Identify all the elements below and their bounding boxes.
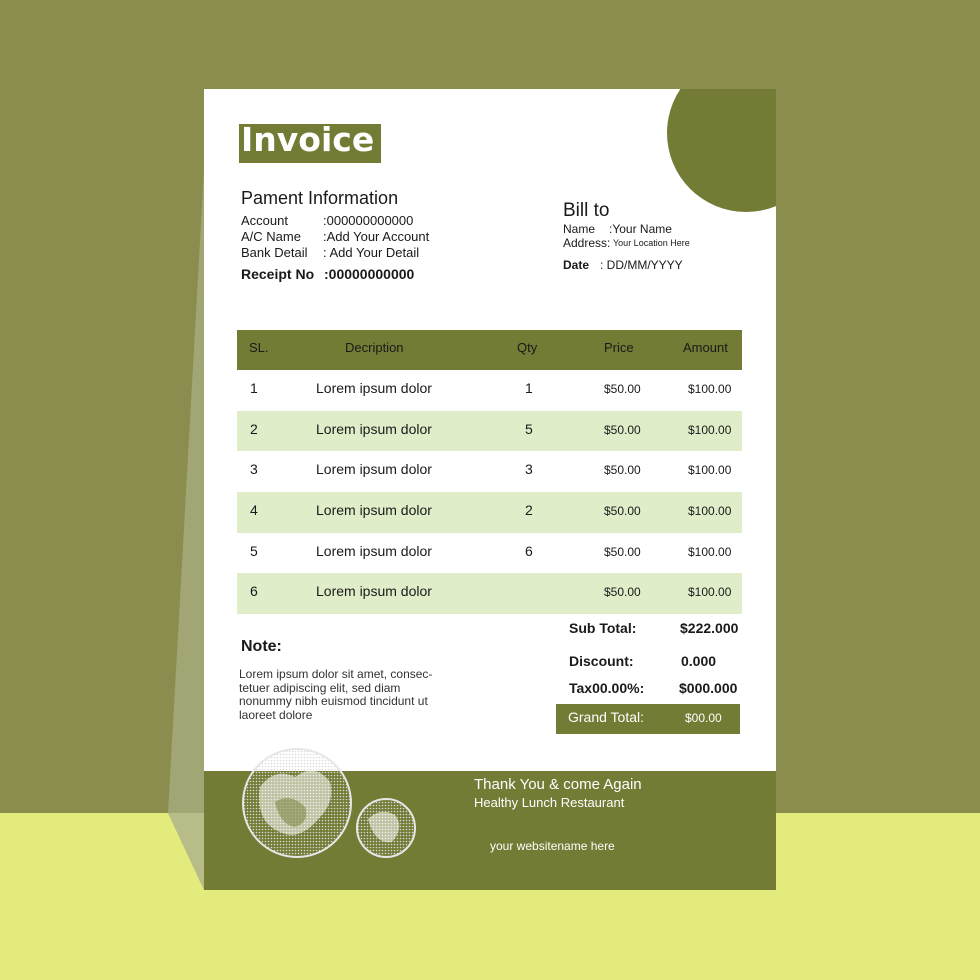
cell-qty: 6 bbox=[525, 542, 533, 559]
cell-qty: 5 bbox=[525, 420, 533, 437]
subtotal-label: Sub Total: bbox=[569, 620, 637, 636]
header-description: Decription bbox=[345, 340, 404, 355]
account-label: Account bbox=[241, 213, 288, 228]
cell-description: Lorem ipsum dolor bbox=[316, 380, 432, 396]
bill-to-heading: Bill to bbox=[563, 200, 610, 221]
header-qty: Qty bbox=[517, 340, 538, 355]
account-value: :000000000000 bbox=[323, 213, 414, 228]
table-row bbox=[237, 573, 742, 614]
table-row bbox=[237, 451, 742, 492]
bill-address-value: Your Location Here bbox=[613, 238, 690, 248]
cell-price: $50.00 bbox=[604, 585, 641, 600]
invoice-paper bbox=[204, 89, 776, 890]
cell-amount: $100.00 bbox=[688, 463, 732, 478]
footer-website: your websitename here bbox=[490, 839, 615, 853]
cell-description: Lorem ipsum dolor bbox=[316, 583, 432, 600]
cell-description: Lorem ipsum dolor bbox=[316, 502, 432, 519]
tax-label: Tax00.00%: bbox=[569, 680, 645, 696]
receipt-label: Receipt No bbox=[241, 266, 315, 282]
bill-address-label: Address: bbox=[563, 236, 611, 250]
cell-sl: 5 bbox=[250, 542, 258, 559]
cell-price: $50.00 bbox=[604, 422, 641, 437]
cell-amount: $100.00 bbox=[688, 382, 732, 396]
invoice-title: Invoice bbox=[241, 120, 375, 159]
note-heading: Note: bbox=[241, 638, 282, 655]
bill-name-value: :Your Name bbox=[609, 222, 672, 236]
cell-amount: $100.00 bbox=[688, 585, 732, 600]
footer-restaurant: Healthy Lunch Restaurant bbox=[474, 795, 625, 810]
items-table bbox=[237, 330, 742, 614]
cell-sl: 2 bbox=[250, 420, 258, 437]
ac-name-value: :Add Your Account bbox=[323, 229, 430, 244]
note-text: Lorem ipsum dolor sit amet, consec-tetuer adipiscing elit, sed diam nonummy nibh euismod tincidunt ut laoreet dolore bbox=[239, 667, 433, 722]
receipt-value: :00000000000 bbox=[324, 266, 415, 282]
table-header bbox=[237, 330, 742, 370]
table-row bbox=[237, 492, 742, 533]
cell-qty: 1 bbox=[525, 380, 533, 396]
tax-value: $000.000 bbox=[679, 680, 738, 696]
cell-qty: 2 bbox=[525, 502, 533, 519]
cell-amount: $100.00 bbox=[688, 504, 732, 519]
cell-price: $50.00 bbox=[604, 504, 641, 519]
cell-price: $50.00 bbox=[604, 382, 641, 396]
cell-price: $50.00 bbox=[604, 463, 641, 478]
corner-circle-decoration bbox=[667, 89, 776, 212]
header-amount: Amount bbox=[683, 340, 728, 355]
cell-sl: 4 bbox=[250, 502, 258, 519]
cell-description: Lorem ipsum dolor bbox=[316, 461, 432, 478]
cell-sl: 6 bbox=[250, 583, 258, 600]
bank-detail-label: Bank Detail bbox=[241, 245, 308, 260]
cell-sl: 3 bbox=[250, 461, 258, 478]
date-label: Date bbox=[563, 258, 590, 272]
date-value: : DD/MM/YYYY bbox=[600, 258, 683, 272]
ac-name-label: A/C Name bbox=[241, 229, 301, 244]
subtotal-value: $222.000 bbox=[680, 620, 739, 636]
payment-info-heading: Pament Information bbox=[241, 188, 399, 208]
table-row bbox=[237, 411, 742, 452]
header-price: Price bbox=[604, 340, 634, 355]
table-row bbox=[237, 370, 742, 411]
cell-amount: $100.00 bbox=[688, 422, 732, 437]
bank-detail-value: : Add Your Detail bbox=[323, 245, 420, 260]
cell-description: Lorem ipsum dolor bbox=[316, 420, 432, 437]
discount-label: Discount: bbox=[569, 653, 634, 669]
cell-amount: $100.00 bbox=[688, 544, 732, 559]
header-sl: SL. bbox=[249, 340, 269, 355]
bill-name-label: Name bbox=[563, 222, 596, 236]
grand-total-box bbox=[556, 704, 740, 734]
footer-thanks: Thank You & come Again bbox=[474, 776, 642, 793]
invoice-footer bbox=[204, 771, 776, 890]
cell-sl: 1 bbox=[250, 380, 258, 396]
discount-value: 0.000 bbox=[681, 653, 717, 669]
cell-qty: 3 bbox=[525, 461, 533, 478]
grand-total-value: $00.00 bbox=[685, 711, 722, 725]
cell-price: $50.00 bbox=[604, 544, 641, 559]
table-row bbox=[237, 533, 742, 574]
cell-description: Lorem ipsum dolor bbox=[316, 542, 432, 559]
grand-total-label: Grand Total: bbox=[568, 709, 645, 725]
food-plates-illustration bbox=[240, 747, 426, 859]
